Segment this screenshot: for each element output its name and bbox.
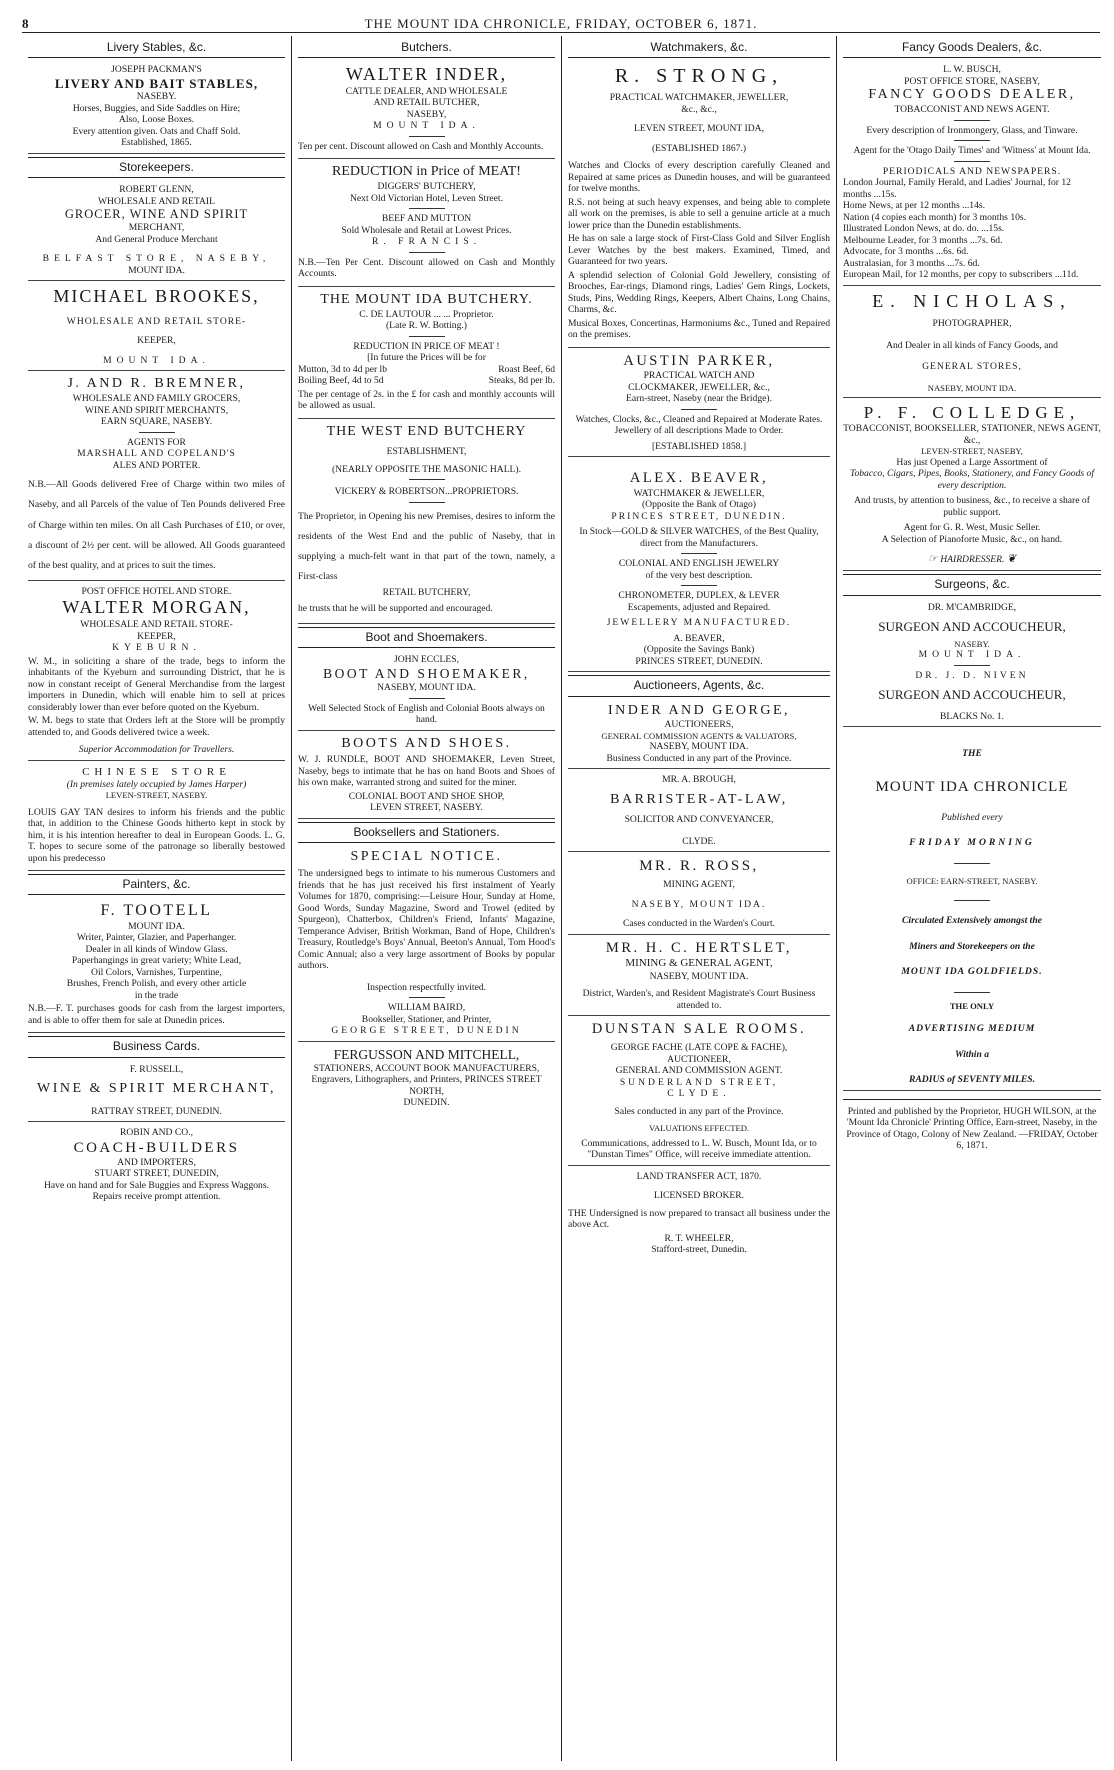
ad-body: He has on sale a large stock of First-Class Gold and Silver English Lever Watches by the best makers. Examined, Timed, and Guaranteed for two years. <box>568 233 830 268</box>
ad-body: R.S. not being at such heavy expenses, and being able to complete all work on the premises, is able to sell a genuine article at a much lower price than the Dunedin establishments. <box>568 196 830 231</box>
ad-title: MR. R. ROSS, <box>639 858 759 875</box>
ad-line: Dealer in all kinds of Window Glass. <box>85 943 228 955</box>
ad-line: Horses, Buggies, and Side Saddles on Hire; <box>72 102 241 114</box>
section-fancy-goods: Fancy Goods Dealers, &c. <box>843 38 1101 58</box>
ad-line: CLYDE. <box>667 1088 731 1100</box>
ad-line: TOBACCONIST AND NEWS AGENT. <box>894 104 1050 116</box>
masthead <box>22 8 1100 33</box>
ad-line: BLACKS No. 1. <box>940 710 1004 722</box>
imprint-text: Printed and published by the Proprietor, HUGH WILSON, at the 'Mount Ida Chronicle' Printing Office, Earn-street, Naseby, in the Province of Otago, Colony of New Zealand. —FRIDAY, October 6, 1871. <box>846 1105 1098 1151</box>
ad-title: MICHAEL BROOKES, <box>53 286 260 307</box>
section-livery: Livery Stables, &c. <box>28 38 285 58</box>
ad-line: AUCTIONEER, <box>667 1053 731 1065</box>
ad-line: DUNEDIN. <box>403 1097 450 1109</box>
ad-inder-george <box>568 701 830 770</box>
ad-line: (Late R. W. Botting.) <box>385 320 467 332</box>
ad-line: BELFAST STORE, NASEBY, <box>42 253 271 265</box>
price-cell: Steaks, 8d per lb. <box>488 375 555 387</box>
ad-line: FRIDAY MORNING <box>909 837 1035 849</box>
section-business-cards: Business Cards. <box>28 1036 285 1057</box>
section-storekeepers: Storekeepers. <box>28 157 285 178</box>
ad-packman <box>28 62 285 154</box>
ad-line: JEWELLERY MANUFACTURED. <box>606 617 792 629</box>
ad-line: Paperhangings in great variety; White Lead, <box>71 955 242 967</box>
ad-body: Ten per cent. Discount allowed on Cash and Monthly Accounts. <box>298 140 544 152</box>
ad-line: RADIUS of SEVENTY MILES. <box>909 1074 1035 1085</box>
ad-morgan <box>28 584 285 761</box>
ad-line: Escapements, adjusted and Repaired. <box>627 601 771 613</box>
ad-line: Stafford-street, Dunedin. <box>651 1244 747 1256</box>
ad-line: MINING AGENT, <box>663 879 735 891</box>
ad-line: (NEARLY OPPOSITE THE MASONIC HALL). <box>331 463 522 475</box>
ad-line: in the trade <box>134 989 179 1001</box>
ad-title: GROCER, WINE AND SPIRIT <box>64 207 249 222</box>
ad-line: Miners and Storekeepers on the <box>909 940 1035 952</box>
ad-line: MOUNT IDA. <box>918 649 1026 661</box>
ad-line: Oil Colors, Varnishes, Turpentine, <box>91 966 222 978</box>
ad-line: C. DE LAUTOUR ... ... Proprietor. <box>359 308 494 320</box>
ad-line: Repairs receive prompt attention. <box>92 1191 221 1203</box>
ad-line: COLONIAL BOOT AND SHOE SHOP, <box>348 790 505 802</box>
price-cell: Mutton, 3d to 4d per lb <box>298 363 388 375</box>
ad-line: (Opposite the Bank of Otago) <box>641 499 757 511</box>
ad-title: BARRISTER-AT-LAW, <box>610 791 788 807</box>
price-cell: Roast Beef, 6d <box>498 363 555 375</box>
ad-line: TOBACCONIST, BOOKSELLER, STATIONER, NEWS AGENT, &c., <box>843 423 1101 446</box>
ad-line: ESTABLISHMENT, <box>386 446 467 458</box>
ad-line: PRINCES STREET, DUNEDIN. <box>635 655 763 667</box>
column-3 <box>562 36 837 1761</box>
ad-line: NASEBY, <box>406 108 447 120</box>
ad-title: CHINESE STORE <box>82 765 231 778</box>
ad-title: FANCY GOODS DEALER, <box>868 87 1076 103</box>
ad-beaver <box>568 460 830 672</box>
ad-body: W. M. begs to state that Orders left at the Store will be promptly attended to, and Goods delivered twice a week. <box>28 715 285 738</box>
ad-title: FERGUSSON AND MITCHELL, <box>333 1046 520 1062</box>
ad-inder <box>298 62 555 159</box>
ad-title: REDUCTION in Price of MEAT! <box>332 164 521 180</box>
ad-title: R. STRONG, <box>614 65 784 88</box>
ad-line: THE ONLY <box>949 1000 995 1011</box>
ad-line: GENERAL COMMISSION AGENTS & VALUATORS, <box>601 730 797 741</box>
ad-body: he trusts that he will be supported and encouraged. <box>298 602 493 614</box>
ad-line: MERCHANT, <box>128 222 185 234</box>
ad-colledge <box>843 401 1101 571</box>
ad-line: COLONIAL AND ENGLISH JEWELRY <box>618 558 780 570</box>
ad-title: F. TOOTELL <box>100 902 213 920</box>
ad-line: MOUNT IDA GOLDFIELDS. <box>901 966 1043 978</box>
ad-line: CATTLE DEALER, AND WHOLESALE <box>345 85 508 97</box>
ad-baird <box>298 847 555 1041</box>
ad-body: N.B.—F. T. purchases goods for cash from the largest importers, and is able to offer them for sale at Dunedin prices. <box>28 1003 285 1026</box>
ad-line: DR. J. D. NIVEN <box>915 669 1029 681</box>
ad-mount-ida-butchery <box>298 290 555 419</box>
ad-body: And trusts, by attention to business, &c., to receive a share of public support. <box>854 495 1090 518</box>
ad-line: WHOLESALE AND RETAIL STORE- <box>80 619 233 631</box>
ad-west-end <box>298 422 555 625</box>
ad-line: GENERAL STORES, <box>922 361 1022 373</box>
ad-body: W. J. RUNDLE, BOOT AND SHOEMAKER, Leven Street, Naseby, begs to intimate that he has on hand Boots and Shoes of his own make, warranted strong and suited for the miner. <box>298 754 555 789</box>
page-number: 8 <box>22 16 29 31</box>
ad-land-transfer <box>568 1169 830 1260</box>
ad-line: LAND TRANSFER ACT, 1870. <box>636 1170 762 1182</box>
ad-line: LEVEN-STREET, NASEBY. <box>105 790 208 801</box>
ad-line: KYEBURN. <box>112 642 201 654</box>
column-1 <box>22 36 292 1761</box>
ad-bremner <box>28 374 285 581</box>
ad-title: P. F. COLLEDGE, <box>863 403 1081 423</box>
ad-title: MOUNT IDA CHRONICLE <box>875 778 1069 795</box>
ad-line: REDUCTION IN PRICE OF MEAT ! <box>353 340 500 352</box>
ad-title: MR. H. C. HERTSLET, <box>605 939 793 956</box>
ad-line: And Dealer in all kinds of Fancy Goods, and <box>886 339 1058 351</box>
ad-line: Agent for G. R. West, Music Seller. <box>903 522 1041 534</box>
ad-body: STATIONERS, ACCOUNT BOOK MANUFACTURERS, Engravers, Lithographers, and Printers, PRINCES STREET NORTH, <box>311 1062 542 1097</box>
ad-eccles <box>298 652 555 730</box>
ad-line: Brushes, French Polish, and every other article <box>66 978 247 990</box>
ad-title: WALTER MORGAN, <box>62 597 251 618</box>
ad-line: [ESTABLISHED 1858.] <box>651 440 747 452</box>
ad-name: JOHN ECCLES, <box>393 654 460 666</box>
ad-line: PRACTICAL WATCHMAKER, JEWELLER, <box>609 92 789 104</box>
ad-body: In Stock—GOLD & SILVER WATCHES, of the Best Quality, direct from the Manufacturers. <box>579 526 819 549</box>
price-list-item: European Mail, for 12 months, per copy to subscribers ...11d. <box>843 269 1079 281</box>
columns <box>22 36 1100 1761</box>
ad-busch <box>843 62 1101 285</box>
ad-line: NASEBY. <box>136 91 177 103</box>
ad-title: BOOT AND SHOEMAKER, <box>323 665 530 681</box>
ad-chronicle <box>843 730 1101 1090</box>
ad-surgeons <box>843 600 1101 728</box>
ad-body: Well Selected Stock of English and Colonial Boots always on hand. <box>308 702 545 726</box>
ad-line: R. T. WHEELER, <box>664 1232 734 1244</box>
ad-body: Agent for the 'Otago Daily Times' and 'Witness' at Mount Ida. <box>853 145 1091 157</box>
column-2 <box>292 36 562 1761</box>
ad-line: Circulated Extensively amongst the <box>902 915 1042 927</box>
ad-line: (In premises lately occupied by James Harper) <box>66 778 247 790</box>
ad-line: Jewellery of all descriptions Made to Order. <box>614 425 784 437</box>
pointing-hand-icon: ☞ <box>927 553 938 566</box>
ad-title: WALTER INDER, <box>345 64 508 85</box>
ad-line: Inspection respectfully invited. <box>366 981 487 993</box>
ad-line: NASEBY, MOUNT IDA. <box>631 898 767 910</box>
ad-body: N.B.—All Goods delivered Free of Charge within two miles of Naseby, and all Parcels of the value of Ten Pounds delivered Free of Charge within ten miles. On all Cash Purchases of £10, or over, a discount of 2½ per cent. will be allowed. All Goods guaranteed of the best quality, and at prices to suit the times. <box>28 479 285 571</box>
ad-hertslet <box>568 938 830 1016</box>
ad-name: ROBIN AND CO., <box>119 1127 194 1139</box>
section-surgeons: Surgeons, &c. <box>843 574 1101 595</box>
ad-line: MINING & GENERAL AGENT, <box>625 957 773 970</box>
ad-nicholas <box>843 289 1101 398</box>
ad-line: WILLIAM BAIRD, <box>387 1002 466 1014</box>
ad-line: POST OFFICE STORE, NASEBY, <box>904 75 1040 87</box>
ornament-icon: ❦ <box>1006 553 1017 566</box>
ad-line: DR. M'CAMBRIDGE, <box>927 601 1017 613</box>
ad-line: Cases conducted in the Warden's Court. <box>622 918 776 930</box>
ad-line: WHOLESALE AND FAMILY GROCERS, <box>72 393 241 405</box>
ad-brough <box>568 772 830 852</box>
ad-title: SPECIAL NOTICE. <box>350 849 503 865</box>
ad-line: Every attention given. Oats and Chaff Sold. <box>72 125 241 137</box>
ad-fergusson <box>298 1045 555 1113</box>
section-painters: Painters, &c. <box>28 874 285 895</box>
ad-title: DUNSTAN SALE ROOMS. <box>591 1021 807 1038</box>
ad-line: AGENTS FOR <box>127 436 186 448</box>
ad-glenn <box>28 182 285 281</box>
ad-title: WINE & SPIRIT MERCHANT, <box>37 1081 276 1097</box>
ad-body: Watches, Clocks, &c., Cleaned and Repaired at Moderate Rates. <box>575 413 823 425</box>
ad-line: AUCTIONEERS, <box>664 719 734 731</box>
ad-line: MOUNT IDA. <box>128 920 185 932</box>
ad-body: N.B.—Ten Per Cent. Discount allowed on Cash and Monthly Accounts. <box>298 256 555 280</box>
section-butchers: Butchers. <box>298 38 555 58</box>
ad-title: E. NICHOLAS, <box>872 290 1072 311</box>
ad-line: WHOLESALE AND RETAIL STORE- <box>66 315 247 327</box>
ad-line: [In future the Prices will be for <box>367 352 486 364</box>
ad-line: (ESTABLISHED 1867.) <box>651 142 747 154</box>
price-list-item: Home News, at per 12 months ...14s. <box>843 200 986 212</box>
ad-line: KEEPER, <box>137 630 176 642</box>
ad-line: AND RETAIL BUTCHER, <box>373 97 480 109</box>
ad-line: Established, 1865. <box>121 137 192 149</box>
price-row <box>298 375 555 387</box>
ad-body: A splendid selection of Colonial Gold Jewellery, consisting of Brooches, Ear-rings, Diamond rings, Ladies' Gem Rings, Lockets, Studs, Pins, Wedding Rings, Keepers, Albert Chains, Long Chains, Charms, &c. <box>568 269 830 316</box>
ad-line: SUNDERLAND STREET, <box>619 1076 779 1088</box>
imprint <box>843 1099 1101 1156</box>
ad-line: Writer, Painter, Glazier, and Paperhanger. <box>76 932 237 944</box>
ad-title: THE WEST END BUTCHERY <box>326 423 527 439</box>
ad-line: GEORGE FACHE (LATE COPE & FACHE), <box>610 1042 788 1054</box>
ad-line: R. FRANCIS. <box>371 236 482 248</box>
ad-title: SURGEON AND ACCOUCHEUR, <box>878 619 1066 635</box>
ad-line: NASEBY, MOUNT IDA. <box>927 382 1017 393</box>
ad-line: BEEF AND MUTTON <box>381 213 472 225</box>
ad-line: AND IMPORTERS, <box>117 1156 196 1168</box>
ad-line: L. W. BUSCH, <box>943 64 1001 76</box>
ad-robin <box>28 1125 285 1207</box>
section-boot-shoemakers: Boot and Shoemakers. <box>298 627 555 648</box>
ad-line: PHOTOGRAPHER, <box>932 318 1012 330</box>
ad-line: THE <box>962 748 982 760</box>
ad-line: HAIRDRESSER. <box>940 554 1005 566</box>
price-list-item: Advocate, for 3 months ...6s. 6d. <box>843 246 969 258</box>
section-auctioneers: Auctioneers, Agents, &c. <box>568 675 830 696</box>
ad-line: MOUNT IDA. <box>103 354 210 366</box>
ad-title: LIVERY AND BAIT STABLES, <box>54 75 259 91</box>
ad-line: PRACTICAL WATCH AND <box>643 370 755 382</box>
ad-line: Superior Accommodation for Travellers. <box>78 744 235 756</box>
ad-line: Tobacco, Cigars, Pipes, Books, Stationery, and Fancy Goods of every description. <box>849 468 1094 491</box>
ad-line: (Opposite the Savings Bank) <box>643 644 755 656</box>
ad-line: LEVEN-STREET, NASEBY, <box>921 446 1023 457</box>
ad-line: A Selection of Pianoforte Music, &c., on hand. <box>881 533 1063 545</box>
ad-line: SOLICITOR AND CONVEYANCER, <box>624 814 774 826</box>
ad-body: The undersigned begs to intimate to his numerous Customers and friends that he has just received his first instalment of Yearly Volumes for 1870, comprising:—Leisure Hour, Sunday at Home, Good Words, Sunday Magazine, Sword and Trowel (edited by Spurgeon), Chatterbox, Children's Friend, Infants' Magazine, Temperance Adviser, British Workman, Band of Hope, Children's Treasury, Routledge's Boys' Annual, Beeton's Annual, Tom Hood's Comic Annual; also a very large assortment of Books by popular authors. <box>298 868 555 972</box>
ad-line: DIGGERS' BUTCHERY, <box>377 181 476 193</box>
ad-line: LEVEN STREET, MOUNT IDA, <box>634 123 764 135</box>
ad-line: Bookseller, Stationer, and Printer, <box>361 1013 492 1025</box>
ad-line: LICENSED BROKER. <box>653 1190 745 1202</box>
ad-line: POST OFFICE HOTEL AND STORE. <box>81 585 232 597</box>
ad-line: CHRONOMETER, DUPLEX, & LEVER <box>618 590 780 602</box>
ad-dunstan <box>568 1019 830 1166</box>
ad-line: CLOCKMAKER, JEWELLER, &c., <box>628 381 770 393</box>
ad-line: Sales conducted in any part of the Province. <box>614 1105 784 1117</box>
ad-line: PRINCES STREET, DUNEDIN. <box>611 510 787 522</box>
ad-line: VICKERY & ROBERTSON...PROPRIETORS. <box>334 486 519 498</box>
ad-title: THE MOUNT IDA BUTCHERY. <box>320 291 533 307</box>
ad-line: MARSHALL AND COPELAND'S <box>77 448 236 460</box>
ad-line: NASEBY. <box>954 638 990 649</box>
ad-line: Has just Opened a Large Assortment of <box>896 456 1048 468</box>
ad-line: MOUNT IDA. <box>373 120 480 132</box>
ad-line: PERIODICALS AND NEWSPAPERS. <box>882 165 1062 177</box>
column-4 <box>837 36 1107 1761</box>
ad-line: VALUATIONS EFFECTED. <box>648 1123 750 1134</box>
ad-line: RETAIL BUTCHERY, <box>382 587 471 599</box>
ad-line: ALES AND PORTER. <box>112 459 201 471</box>
ad-body: The Proprietor, in Opening his new Premises, desires to inform the residents of the West End and the public of Naseby, that in supplying a much-felt want in that part of the town, namely, a First-class <box>298 510 555 583</box>
ad-body: The per centage of 2s. in the £ for cash and monthly accounts will be allowed as usual. <box>298 388 555 412</box>
ad-line: LEVEN STREET, NASEBY. <box>370 802 483 814</box>
ad-line: WHOLESALE AND RETAIL <box>97 195 215 207</box>
ad-line: of the very best description. <box>645 569 753 581</box>
ad-line: OFFICE: EARN-STREET, NASEBY. <box>906 875 1038 886</box>
ad-ross <box>568 855 830 935</box>
ad-line: NASEBY, MOUNT IDA. <box>649 741 749 753</box>
ad-body: District, Warden's, and Resident Magistrate's Court Business attended to. <box>582 988 816 1011</box>
price-list-item: London Journal, Family Herald, and Ladies' Journal, for 12 months ...15s. <box>843 177 1071 200</box>
ad-body: Musical Boxes, Concertinas, Harmoniums &c., Tuned and Repaired on the premises. <box>568 317 830 341</box>
ad-line: Have on hand and for Sale Buggies and Express Waggons. <box>44 1179 269 1191</box>
ad-line: GEORGE STREET, DUNEDIN <box>331 1025 522 1037</box>
ad-tootell <box>28 899 285 1033</box>
ad-line: And General Produce Merchant <box>95 233 218 245</box>
ad-line: NASEBY, MOUNT IDA. <box>377 682 476 694</box>
ad-body: LOUIS GAY TAN desires to inform his friends and the public that, in addition to the Chinese Goods hitherto kept in stock by him, it is his intention hereafter to deal in European Goods. L. G. T. hopes to secure some of the patronage so liberally bestowed upon his predecesso <box>28 806 285 864</box>
ad-line: MOUNT IDA. <box>128 264 185 276</box>
ad-title: ALEX. BEAVER, <box>629 470 769 487</box>
hairdresser-line <box>843 553 1101 566</box>
ad-rundle <box>298 734 555 819</box>
ad-line: CLYDE. <box>682 835 716 847</box>
ad-line: MR. A. BROUGH, <box>662 774 736 786</box>
ad-title: SURGEON AND ACCOUCHEUR, <box>878 687 1066 703</box>
ad-line: WINE AND SPIRIT MERCHANTS, <box>84 404 229 416</box>
ad-line: GENERAL AND COMMISSION AGENT. <box>615 1065 783 1077</box>
price-list <box>843 177 1101 281</box>
ad-line: WATCHMAKER & JEWELLER, <box>633 487 765 499</box>
ad-line: NASEBY, MOUNT IDA. <box>649 970 749 982</box>
ad-line: Next Old Victorian Hotel, Leven Street. <box>350 192 503 204</box>
ad-parker <box>568 351 830 457</box>
price-row <box>298 364 555 376</box>
ad-title: AUSTIN PARKER, <box>623 352 775 369</box>
ad-name: JOSEPH PACKMAN'S <box>111 64 202 76</box>
ad-title: BOOTS AND SHOES. <box>341 735 512 751</box>
ad-russell <box>28 1062 285 1123</box>
ad-body: Watches and Clocks of every description carefully Cleaned and Repaired at same prices as Dunedin houses, and will be guaranteed for twelve months. <box>568 160 830 195</box>
ad-line: Within a <box>954 1048 990 1060</box>
price-cell: Boiling Beef, 4d to 5d <box>298 375 384 387</box>
ad-body: Communications, addressed to L. W. Busch, Mount Ida, or to "Dunstan Times" Office, will receive immediate attention. <box>581 1137 817 1161</box>
ad-title: INDER AND GEORGE, <box>607 702 791 718</box>
ad-line: &c., &c., <box>681 103 717 115</box>
ad-diggers <box>298 162 555 286</box>
ad-chinese-store <box>28 764 285 872</box>
ad-line: KEEPER, <box>137 335 176 347</box>
price-list-item: Nation (4 copies each month) for 3 months 10s. <box>843 211 1027 223</box>
section-watchmakers: Watchmakers, &c. <box>568 38 830 58</box>
ad-line: Published every <box>941 811 1003 823</box>
ad-line: ADVERTISING MEDIUM <box>908 1023 1036 1034</box>
ad-line: Sold Wholesale and Retail at Lowest Prices. <box>341 224 512 236</box>
ad-title: COACH-BUILDERS <box>73 1139 240 1156</box>
ad-body: Every description of Ironmongery, Glass, and Tinware. <box>866 124 1078 136</box>
price-list-item: Australasian, for 3 months ...7s. 6d. <box>843 257 980 269</box>
section-booksellers: Booksellers and Stationers. <box>298 822 555 843</box>
ad-body: Business Conducted in any part of the Province. <box>606 752 792 764</box>
ad-line: RATTRAY STREET, DUNEDIN. <box>91 1105 222 1117</box>
ad-line: Also, Loose Boxes. <box>118 114 195 126</box>
ad-brookes <box>28 284 285 371</box>
ad-body: W. M., in soliciting a share of the trade, begs to inform the inhabitants of the Kyeburn and surrounding District, that he is now in constant receipt of General Merchandise from the largest importers in Dunedin, which will enable him to sell at prices considerably lower than ever before quoted on the Kyeburn. <box>28 655 285 713</box>
ad-body: THE Undersigned is now prepared to transact all business under the above Act. <box>568 1207 830 1231</box>
price-list-item: Illustrated London News, at do. do. ...15s. <box>843 223 1005 235</box>
ad-title: J. AND R. BREMNER, <box>67 376 246 392</box>
running-head: THE MOUNT IDA CHRONICLE, FRIDAY, OCTOBER 6, 1871. <box>364 16 758 31</box>
ad-name: F. RUSSELL, <box>129 1063 184 1075</box>
ad-line: Earn-street, Naseby (near the Bridge). <box>626 393 772 405</box>
ad-strong <box>568 62 830 348</box>
ad-line: STUART STREET, DUNEDIN, <box>94 1168 219 1180</box>
price-list-item: Melbourne Leader, for 3 months ...7s. 6d. <box>843 234 1003 246</box>
ad-line: EARN SQUARE, NASEBY. <box>100 416 213 428</box>
ad-line: A. BEAVER, <box>673 632 725 644</box>
ad-name: ROBERT GLENN, <box>119 184 194 196</box>
